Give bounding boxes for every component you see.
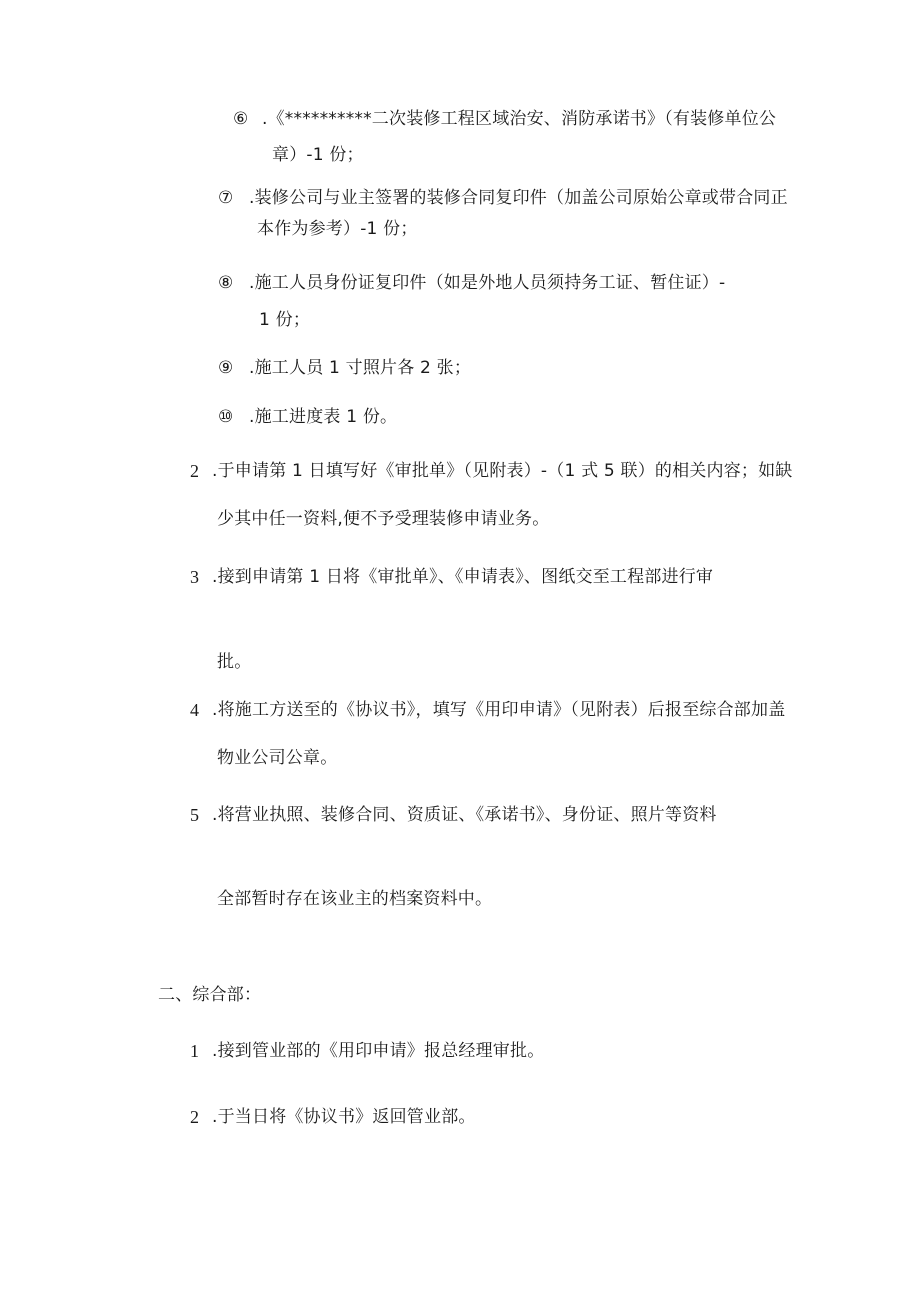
step-4-line2: 物业公司公章。 [217, 748, 338, 768]
sub-item-9-line1: .施工人员 1 寸照片各 2 张； [249, 358, 472, 378]
step-5-line2: 全部暂时存在该业主的档案资料中。 [217, 889, 493, 909]
step-2-number: 2 [190, 461, 199, 481]
sub-item-6-line2: 章）-1 份； [272, 145, 364, 165]
step-5-number: 5 [190, 805, 199, 825]
sub-item-6-line1: .《**********二次装修工程区域治安、消防承诺书》（有装修单位公 [262, 109, 777, 129]
section-2-heading: 二、综合部： [158, 985, 262, 1005]
sub-item-10-line1: .施工进度表 1 份。 [249, 407, 398, 427]
step-4-number: 4 [190, 700, 199, 720]
section-2-item-1-number: 1 [190, 1041, 199, 1061]
step-3-line1: .接到申请第 1 日将《审批单》、《申请表》、图纸交至工程部进行审 [212, 567, 714, 587]
sub-item-7-line2: 本作为参考）-1 份； [257, 219, 418, 239]
step-2-line1: .于申请第 1 日填写好《审批单》（见附表）-（1 式 5 联）的相关内容；如缺 [212, 461, 793, 481]
step-5-line1: .将营业执照、装修合同、资质证、《承诺书》、身份证、照片等资料 [212, 805, 717, 825]
section-2-item-2-text: .于当日将《协议书》返回管业部。 [212, 1107, 476, 1127]
step-4-line1: .将施工方送至的《协议书》，填写《用印申请》（见附表）后报至综合部加盖 [212, 700, 786, 720]
step-3-line2: 批。 [217, 652, 252, 672]
sub-item-8-marker: ⑧ [218, 273, 234, 293]
sub-item-7-marker: ⑦ [218, 188, 234, 208]
step-3-number: 3 [190, 567, 199, 587]
sub-item-8-line2: 1 份； [259, 310, 311, 330]
sub-item-9-marker: ⑨ [218, 358, 234, 378]
sub-item-6-marker: ⑥ [233, 109, 249, 129]
step-2-line2: 少其中任一资料,便不予受理装修申请业务。 [217, 509, 550, 529]
sub-item-8-line1: .施工人员身份证复印件（如是外地人员须持务工证、暂住证）- [249, 273, 726, 293]
sub-item-7-line1: .装修公司与业主签署的装修合同复印件（加盖公司原始公章或带合同正 [249, 188, 788, 208]
sub-item-10-marker: ⑩ [218, 407, 234, 427]
section-2-item-1-text: .接到管业部的《用印申请》报总经理审批。 [212, 1041, 545, 1061]
section-2-item-2-number: 2 [190, 1107, 199, 1127]
